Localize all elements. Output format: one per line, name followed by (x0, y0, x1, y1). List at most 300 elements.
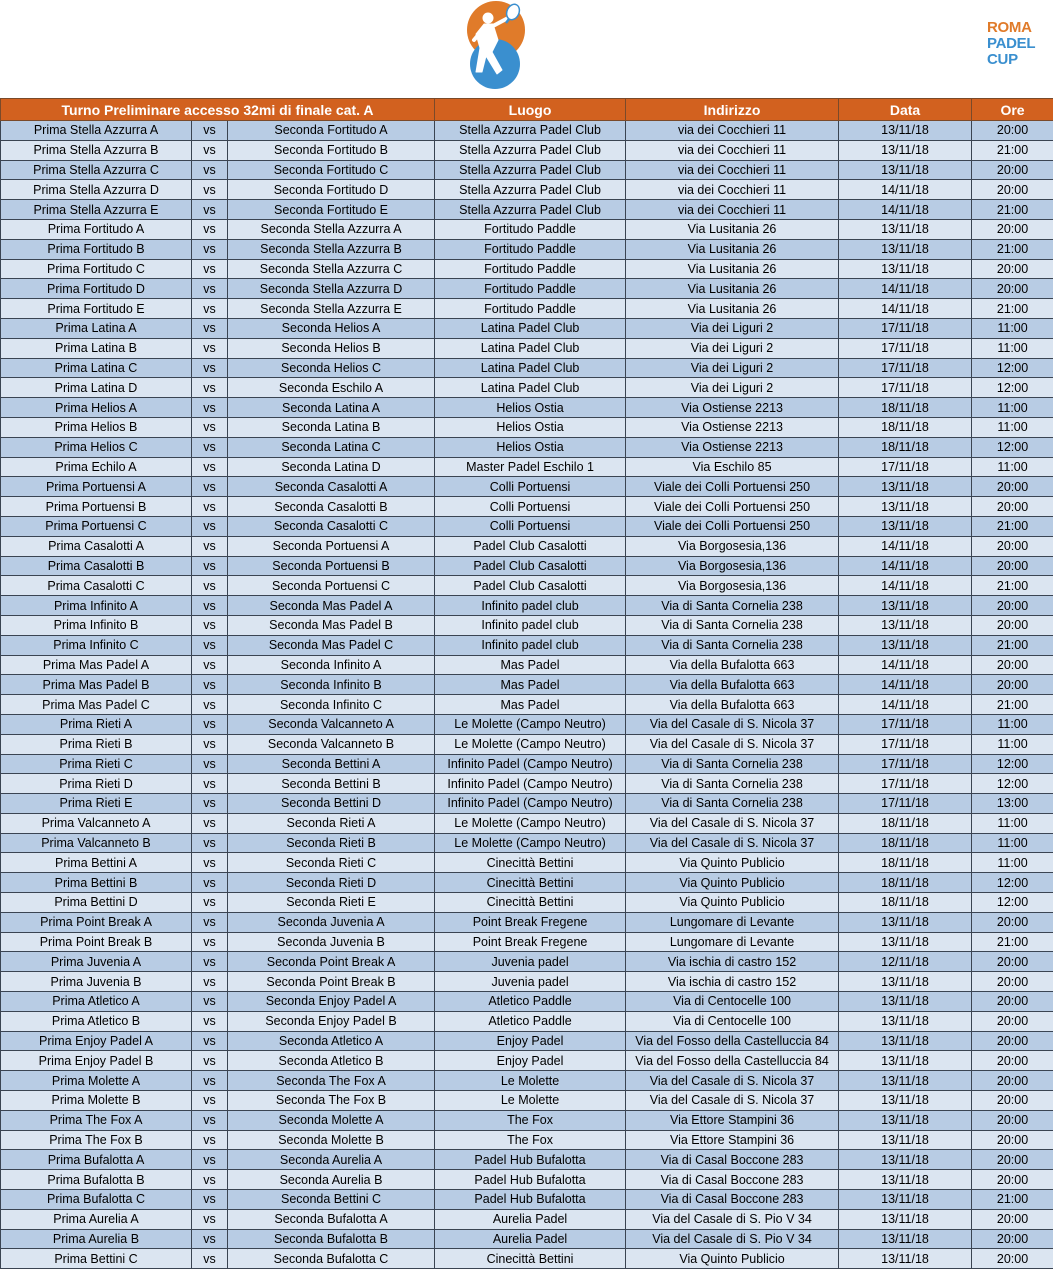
cell-away-team: Seconda Mas Padel A (228, 596, 435, 616)
cell-place: Stella Azzurra Padel Club (435, 140, 626, 160)
cell-home-team: Prima Fortitudo D (1, 279, 192, 299)
table-row (1, 1130, 1053, 1150)
cell-away-team: Seconda Bettini D (228, 794, 435, 814)
cell-away-team: Seconda Portuensi B (228, 556, 435, 576)
cell-vs: vs (192, 1011, 228, 1031)
cell-away-team: Seconda Helios B (228, 338, 435, 358)
cell-time: 11:00 (972, 338, 1053, 358)
cell-home-team: Prima Helios A (1, 398, 192, 418)
cell-date: 13/11/18 (839, 1011, 972, 1031)
cell-address: Via Borgosesia,136 (626, 556, 839, 576)
cell-home-team: Prima Juvenia A (1, 952, 192, 972)
cell-away-team: Seconda Mas Padel C (228, 635, 435, 655)
cell-vs: vs (192, 160, 228, 180)
cell-away-team: Seconda Stella Azzurra E (228, 299, 435, 319)
table-row (1, 794, 1053, 814)
cell-date: 17/11/18 (839, 774, 972, 794)
cell-date: 13/11/18 (839, 219, 972, 239)
cell-vs: vs (192, 1249, 228, 1269)
cell-date: 17/11/18 (839, 754, 972, 774)
cell-date: 13/11/18 (839, 1051, 972, 1071)
cell-home-team: Prima Casalotti C (1, 576, 192, 596)
cell-address: Lungomare di Levante (626, 912, 839, 932)
cell-home-team: Prima Mas Padel C (1, 695, 192, 715)
cell-vs: vs (192, 1170, 228, 1190)
cell-vs: vs (192, 338, 228, 358)
cell-address: Via della Bufalotta 663 (626, 695, 839, 715)
table-row (1, 437, 1053, 457)
cell-place: Cinecittà Bettini (435, 873, 626, 893)
table-row (1, 140, 1053, 160)
cell-address: Via della Bufalotta 663 (626, 675, 839, 695)
cell-place: Stella Azzurra Padel Club (435, 200, 626, 220)
cell-place: Le Molette (Campo Neutro) (435, 734, 626, 754)
cell-vs: vs (192, 734, 228, 754)
cell-vs: vs (192, 1071, 228, 1091)
header-address: Indirizzo (626, 99, 839, 121)
cell-place: Mas Padel (435, 655, 626, 675)
cell-address: Via Borgosesia,136 (626, 576, 839, 596)
cell-home-team: Prima Portuensi B (1, 497, 192, 517)
logo-word-cup: CUP (987, 51, 1018, 68)
cell-away-team: Seconda Infinito B (228, 675, 435, 695)
cell-address: Via Quinto Publicio (626, 1249, 839, 1269)
cell-place: Infinito padel club (435, 635, 626, 655)
cell-away-team: Seconda The Fox A (228, 1071, 435, 1091)
cell-away-team: Seconda Mas Padel B (228, 615, 435, 635)
cell-vs: vs (192, 378, 228, 398)
cell-away-team: Seconda Casalotti A (228, 477, 435, 497)
cell-place: Le Molette (Campo Neutro) (435, 833, 626, 853)
cell-time: 20:00 (972, 121, 1053, 141)
cell-date: 13/11/18 (839, 615, 972, 635)
cell-place: Padel Hub Bufalotta (435, 1190, 626, 1210)
table-row (1, 952, 1053, 972)
table-row (1, 259, 1053, 279)
cell-time: 12:00 (972, 378, 1053, 398)
table-row (1, 1209, 1053, 1229)
cell-vs: vs (192, 239, 228, 259)
cell-date: 17/11/18 (839, 318, 972, 338)
cell-address: Via del Casale di S. Nicola 37 (626, 714, 839, 734)
cell-address: Via dei Liguri 2 (626, 318, 839, 338)
cell-address: Via del Fosso della Castelluccia 84 (626, 1031, 839, 1051)
cell-date: 17/11/18 (839, 794, 972, 814)
cell-address: Via Lusitania 26 (626, 239, 839, 259)
cell-date: 17/11/18 (839, 734, 972, 754)
cell-vs: vs (192, 1110, 228, 1130)
cell-time: 21:00 (972, 635, 1053, 655)
cell-vs: vs (192, 952, 228, 972)
cell-home-team: Prima Point Break B (1, 932, 192, 952)
table-row (1, 398, 1053, 418)
cell-address: Via del Casale di S. Nicola 37 (626, 833, 839, 853)
cell-time: 20:00 (972, 952, 1053, 972)
cell-place: Point Break Fregene (435, 912, 626, 932)
cell-home-team: Prima Valcanneto B (1, 833, 192, 853)
table-row (1, 1071, 1053, 1091)
cell-time: 20:00 (972, 1150, 1053, 1170)
cell-place: Helios Ostia (435, 437, 626, 457)
cell-date: 13/11/18 (839, 497, 972, 517)
cell-time: 21:00 (972, 695, 1053, 715)
cell-date: 17/11/18 (839, 338, 972, 358)
table-row (1, 516, 1053, 536)
cell-date: 13/11/18 (839, 516, 972, 536)
logo-word-padel: PADEL (987, 35, 1036, 52)
cell-vs: vs (192, 932, 228, 952)
cell-vs: vs (192, 1031, 228, 1051)
header-match: Turno Preliminare accesso 32mi di finale cat. A (1, 99, 435, 121)
cell-home-team: Prima Latina A (1, 318, 192, 338)
cell-away-team: Seconda Bettini A (228, 754, 435, 774)
cell-away-team: Seconda Bufalotta B (228, 1229, 435, 1249)
cell-vs: vs (192, 299, 228, 319)
cell-time: 12:00 (972, 893, 1053, 913)
cell-home-team: Prima Portuensi A (1, 477, 192, 497)
cell-date: 13/11/18 (839, 1110, 972, 1130)
cell-home-team: Prima Stella Azzurra B (1, 140, 192, 160)
table-row (1, 734, 1053, 754)
cell-home-team: Prima Stella Azzurra D (1, 180, 192, 200)
cell-vs: vs (192, 556, 228, 576)
cell-vs: vs (192, 318, 228, 338)
padel-player-icon (462, 0, 532, 92)
cell-time: 20:00 (972, 219, 1053, 239)
cell-address: Via Quinto Publicio (626, 893, 839, 913)
cell-date: 13/11/18 (839, 992, 972, 1012)
table-row (1, 1110, 1053, 1130)
cell-time: 20:00 (972, 279, 1053, 299)
cell-date: 14/11/18 (839, 655, 972, 675)
cell-place: Master Padel Eschilo 1 (435, 457, 626, 477)
cell-place: Le Molette (Campo Neutro) (435, 714, 626, 734)
cell-date: 17/11/18 (839, 714, 972, 734)
cell-place: Stella Azzurra Padel Club (435, 121, 626, 141)
cell-away-team: Seconda Eschilo A (228, 378, 435, 398)
cell-time: 20:00 (972, 556, 1053, 576)
cell-home-team: Prima Latina B (1, 338, 192, 358)
cell-date: 13/11/18 (839, 1130, 972, 1150)
cell-away-team: Seconda Stella Azzurra B (228, 239, 435, 259)
cell-date: 13/11/18 (839, 1249, 972, 1269)
cell-place: Padel Club Casalotti (435, 576, 626, 596)
cell-time: 20:00 (972, 536, 1053, 556)
cell-address: via dei Cocchieri 11 (626, 140, 839, 160)
cell-place: Enjoy Padel (435, 1031, 626, 1051)
table-row (1, 239, 1053, 259)
cell-home-team: Prima Bettini D (1, 893, 192, 913)
cell-place: Aurelia Padel (435, 1229, 626, 1249)
cell-place: Padel Club Casalotti (435, 536, 626, 556)
cell-place: Padel Hub Bufalotta (435, 1170, 626, 1190)
schedule-table (0, 98, 1053, 1269)
cell-address: via dei Cocchieri 11 (626, 160, 839, 180)
cell-place: Atletico Paddle (435, 1011, 626, 1031)
cell-address: Via Ettore Stampini 36 (626, 1110, 839, 1130)
cell-address: Via dei Liguri 2 (626, 338, 839, 358)
cell-home-team: Prima Aurelia B (1, 1229, 192, 1249)
table-row (1, 160, 1053, 180)
cell-date: 14/11/18 (839, 279, 972, 299)
cell-date: 14/11/18 (839, 200, 972, 220)
cell-vs: vs (192, 1130, 228, 1150)
cell-vs: vs (192, 833, 228, 853)
table-row (1, 200, 1053, 220)
table-row (1, 1229, 1053, 1249)
cell-place: Fortitudo Paddle (435, 219, 626, 239)
cell-date: 17/11/18 (839, 358, 972, 378)
cell-date: 13/11/18 (839, 140, 972, 160)
cell-away-team: Seconda Juvenia A (228, 912, 435, 932)
cell-place: Latina Padel Club (435, 338, 626, 358)
cell-address: Via Ostiense 2213 (626, 417, 839, 437)
cell-address: Via di Santa Cornelia 238 (626, 615, 839, 635)
cell-address: Via dei Liguri 2 (626, 358, 839, 378)
cell-date: 18/11/18 (839, 398, 972, 418)
cell-date: 14/11/18 (839, 180, 972, 200)
cell-place: Fortitudo Paddle (435, 299, 626, 319)
cell-date: 14/11/18 (839, 536, 972, 556)
cell-home-team: Prima Helios B (1, 417, 192, 437)
cell-date: 13/11/18 (839, 160, 972, 180)
cell-address: Viale dei Colli Portuensi 250 (626, 497, 839, 517)
cell-home-team: Prima Infinito C (1, 635, 192, 655)
table-row (1, 576, 1053, 596)
cell-date: 13/11/18 (839, 1170, 972, 1190)
cell-vs: vs (192, 1051, 228, 1071)
cell-vs: vs (192, 615, 228, 635)
cell-home-team: Prima Enjoy Padel B (1, 1051, 192, 1071)
cell-place: Fortitudo Paddle (435, 279, 626, 299)
cell-home-team: Prima Valcanneto A (1, 813, 192, 833)
cell-date: 18/11/18 (839, 437, 972, 457)
cell-home-team: Prima Helios C (1, 437, 192, 457)
cell-place: Stella Azzurra Padel Club (435, 160, 626, 180)
cell-address: Via del Casale di S. Nicola 37 (626, 1091, 839, 1111)
cell-away-team: Seconda Rieti E (228, 893, 435, 913)
roma-padel-cup-logo (462, 0, 1036, 92)
cell-home-team: Prima Atletico B (1, 1011, 192, 1031)
cell-vs: vs (192, 437, 228, 457)
cell-vs: vs (192, 1150, 228, 1170)
cell-home-team: Prima Fortitudo B (1, 239, 192, 259)
cell-vs: vs (192, 695, 228, 715)
cell-place: Point Break Fregene (435, 932, 626, 952)
header-time: Ore (972, 99, 1053, 121)
cell-time: 20:00 (972, 1011, 1053, 1031)
cell-address: Via di Centocelle 100 (626, 992, 839, 1012)
table-row (1, 1051, 1053, 1071)
cell-home-team: Prima Mas Padel A (1, 655, 192, 675)
cell-away-team: Seconda Stella Azzurra C (228, 259, 435, 279)
cell-date: 13/11/18 (839, 932, 972, 952)
cell-date: 14/11/18 (839, 556, 972, 576)
cell-time: 11:00 (972, 734, 1053, 754)
cell-home-team: Prima Bufalotta C (1, 1190, 192, 1210)
cell-away-team: Seconda Bufalotta C (228, 1249, 435, 1269)
cell-time: 20:00 (972, 675, 1053, 695)
cell-date: 13/11/18 (839, 1031, 972, 1051)
cell-time: 20:00 (972, 912, 1053, 932)
cell-away-team: Seconda Portuensi C (228, 576, 435, 596)
cell-date: 13/11/18 (839, 1150, 972, 1170)
cell-place: Cinecittà Bettini (435, 893, 626, 913)
table-row (1, 853, 1053, 873)
cell-away-team: Seconda Latina B (228, 417, 435, 437)
header-place: Luogo (435, 99, 626, 121)
cell-away-team: Seconda Atletico B (228, 1051, 435, 1071)
cell-home-team: Prima Stella Azzurra A (1, 121, 192, 141)
cell-vs: vs (192, 1209, 228, 1229)
table-row (1, 497, 1053, 517)
cell-away-team: Seconda Bettini C (228, 1190, 435, 1210)
cell-away-team: Seconda Enjoy Padel A (228, 992, 435, 1012)
cell-away-team: Seconda Latina D (228, 457, 435, 477)
table-row (1, 714, 1053, 734)
cell-address: Via Lusitania 26 (626, 259, 839, 279)
cell-date: 13/11/18 (839, 259, 972, 279)
cell-place: Infinito padel club (435, 615, 626, 635)
cell-time: 12:00 (972, 437, 1053, 457)
cell-address: Via di Santa Cornelia 238 (626, 774, 839, 794)
cell-away-team: Seconda Infinito C (228, 695, 435, 715)
table-row (1, 932, 1053, 952)
cell-address: Via Ostiense 2213 (626, 437, 839, 457)
cell-away-team: Seconda Fortitudo D (228, 180, 435, 200)
cell-vs: vs (192, 992, 228, 1012)
cell-vs: vs (192, 576, 228, 596)
table-row (1, 536, 1053, 556)
logo-text (987, 20, 1047, 68)
cell-away-team: Seconda Casalotti C (228, 516, 435, 536)
cell-home-team: Prima Bufalotta B (1, 1170, 192, 1190)
cell-date: 13/11/18 (839, 1071, 972, 1091)
cell-address: Via del Casale di S. Nicola 37 (626, 734, 839, 754)
cell-place: Cinecittà Bettini (435, 853, 626, 873)
table-row (1, 121, 1053, 141)
cell-away-team: Seconda Atletico A (228, 1031, 435, 1051)
table-row (1, 299, 1053, 319)
table-row (1, 675, 1053, 695)
cell-vs: vs (192, 121, 228, 141)
cell-home-team: Prima Atletico A (1, 992, 192, 1012)
cell-away-team: Seconda Valcanneto A (228, 714, 435, 734)
table-row (1, 754, 1053, 774)
cell-address: Via di Santa Cornelia 238 (626, 596, 839, 616)
cell-home-team: Prima Molette A (1, 1071, 192, 1091)
cell-vs: vs (192, 873, 228, 893)
cell-time: 21:00 (972, 299, 1053, 319)
cell-place: The Fox (435, 1110, 626, 1130)
cell-home-team: Prima Portuensi C (1, 516, 192, 536)
cell-home-team: Prima Rieti A (1, 714, 192, 734)
cell-away-team: Seconda Point Break A (228, 952, 435, 972)
cell-date: 17/11/18 (839, 378, 972, 398)
cell-time: 20:00 (972, 1130, 1053, 1150)
cell-away-team: Seconda Bettini B (228, 774, 435, 794)
cell-away-team: Seconda Rieti B (228, 833, 435, 853)
cell-home-team: Prima Rieti C (1, 754, 192, 774)
cell-time: 21:00 (972, 576, 1053, 596)
cell-time: 20:00 (972, 1249, 1053, 1269)
cell-vs: vs (192, 853, 228, 873)
cell-away-team: Seconda Fortitudo E (228, 200, 435, 220)
cell-date: 13/11/18 (839, 1229, 972, 1249)
cell-date: 17/11/18 (839, 457, 972, 477)
cell-time: 12:00 (972, 774, 1053, 794)
cell-time: 21:00 (972, 1190, 1053, 1210)
cell-home-team: Prima Bufalotta A (1, 1150, 192, 1170)
cell-date: 18/11/18 (839, 417, 972, 437)
cell-home-team: Prima Rieti D (1, 774, 192, 794)
cell-time: 21:00 (972, 239, 1053, 259)
cell-place: Helios Ostia (435, 398, 626, 418)
table-row (1, 596, 1053, 616)
cell-date: 13/11/18 (839, 635, 972, 655)
cell-home-team: Prima Mas Padel B (1, 675, 192, 695)
cell-place: Colli Portuensi (435, 477, 626, 497)
cell-time: 12:00 (972, 873, 1053, 893)
cell-time: 11:00 (972, 833, 1053, 853)
cell-address: Via Borgosesia,136 (626, 536, 839, 556)
cell-vs: vs (192, 774, 228, 794)
cell-time: 12:00 (972, 754, 1053, 774)
cell-time: 20:00 (972, 615, 1053, 635)
cell-vs: vs (192, 813, 228, 833)
cell-away-team: Seconda Juvenia B (228, 932, 435, 952)
cell-address: Via Lusitania 26 (626, 279, 839, 299)
cell-vs: vs (192, 596, 228, 616)
table-row (1, 279, 1053, 299)
cell-vs: vs (192, 497, 228, 517)
table-row (1, 695, 1053, 715)
table-row (1, 556, 1053, 576)
cell-away-team: Seconda Fortitudo B (228, 140, 435, 160)
cell-home-team: Prima Casalotti B (1, 556, 192, 576)
cell-address: via dei Cocchieri 11 (626, 180, 839, 200)
cell-date: 13/11/18 (839, 972, 972, 992)
cell-home-team: Prima Echilo A (1, 457, 192, 477)
table-row (1, 338, 1053, 358)
cell-vs: vs (192, 516, 228, 536)
cell-home-team: Prima Bettini B (1, 873, 192, 893)
cell-vs: vs (192, 714, 228, 734)
cell-home-team: Prima Enjoy Padel A (1, 1031, 192, 1051)
cell-time: 11:00 (972, 853, 1053, 873)
cell-time: 20:00 (972, 1170, 1053, 1190)
table-row (1, 992, 1053, 1012)
cell-home-team: Prima Casalotti A (1, 536, 192, 556)
table-row (1, 1170, 1053, 1190)
schedule-body (1, 121, 1053, 1269)
cell-place: Atletico Paddle (435, 992, 626, 1012)
cell-time: 20:00 (972, 1091, 1053, 1111)
logo-word-roma: ROMA (987, 19, 1032, 36)
cell-address: Via del Casale di S. Nicola 37 (626, 1071, 839, 1091)
cell-away-team: Seconda Portuensi A (228, 536, 435, 556)
cell-place: Juvenia padel (435, 972, 626, 992)
cell-place: The Fox (435, 1130, 626, 1150)
cell-place: Juvenia padel (435, 952, 626, 972)
table-row (1, 1150, 1053, 1170)
cell-vs: vs (192, 200, 228, 220)
cell-place: Le Molette (Campo Neutro) (435, 813, 626, 833)
cell-place: Latina Padel Club (435, 318, 626, 338)
cell-address: Via della Bufalotta 663 (626, 655, 839, 675)
cell-date: 13/11/18 (839, 1190, 972, 1210)
cell-date: 13/11/18 (839, 239, 972, 259)
